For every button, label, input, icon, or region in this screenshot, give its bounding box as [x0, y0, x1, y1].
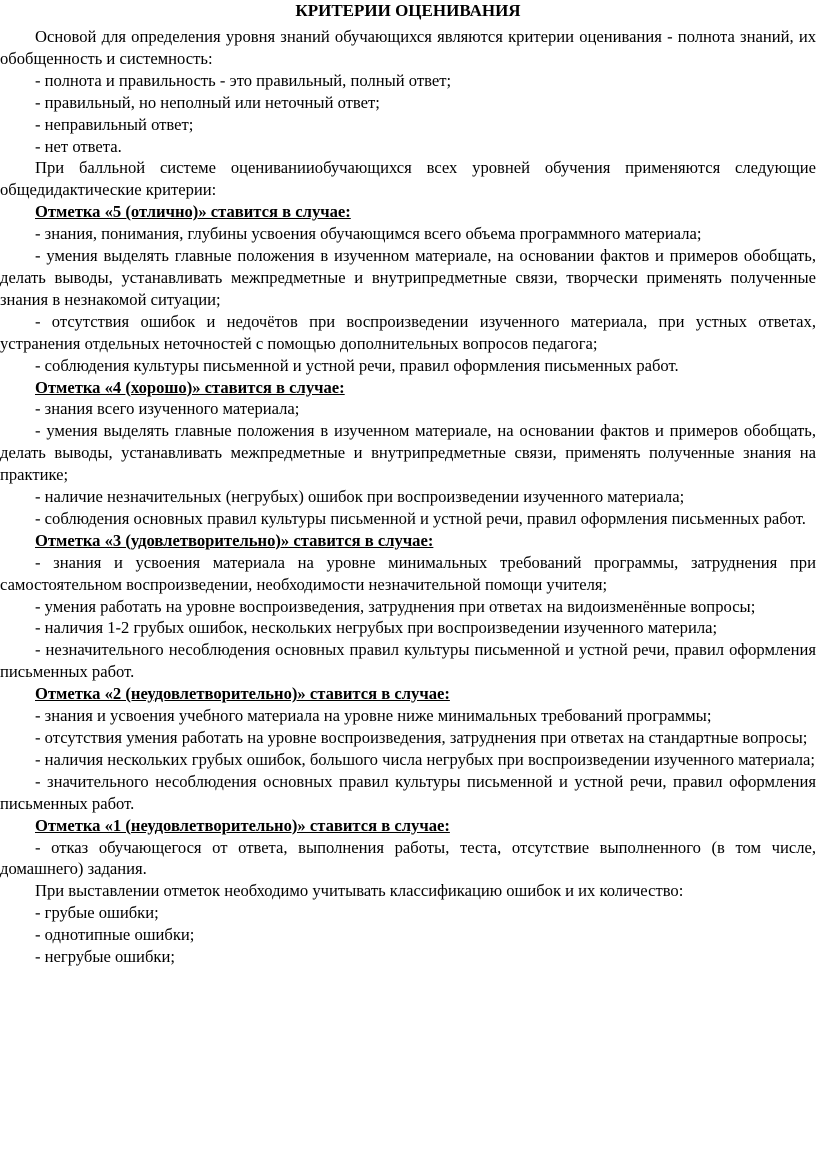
grade4-item: - знания всего изученного материала; [35, 399, 300, 419]
grade4-item: - соблюдения основных правил культуры письменной и устной речи, правил оформления письменных работ. [35, 508, 806, 528]
error-list-item: - грубые ошибки; [35, 903, 159, 923]
grade1-item: - отказ обучающегося от ответа, выполнения работы, теста, отсутствие выполненного (в том числе, домашнего) задания. [0, 837, 816, 879]
grade2-item: - отсутствия умения работать на уровне воспроизведения, затруднения при ответах на стандартные вопросы; [35, 728, 808, 747]
document-body [0, 26, 816, 968]
grade2-item: - наличия нескольких грубых ошибок, большого числа негрубых при воспроизведении изученного материала; [35, 749, 816, 769]
grade3-item: - знания и усвоения материала на уровне минимальных требований программы, затруднения при самостоятельном воспроизведении, необходимости незначительной помощи учителя; [0, 552, 816, 594]
error-list-item: - однотипные ошибки; [35, 925, 195, 945]
intro-list-item: - полнота и правильность - это правильный, полный ответ; [35, 70, 452, 90]
error-list-item: - негрубые ошибки; [35, 947, 175, 967]
grade5-heading: Отметка «5 (отлично)» ставится в случае: [35, 202, 351, 222]
intro-list-item: - нет ответа. [35, 136, 122, 156]
grade5-item: - знания, понимания, глубины усвоения обучающимся всего объема программного материала; [35, 224, 702, 244]
grade1-heading: Отметка «1 (неудовлетворительно)» ставится в случае: [35, 815, 450, 835]
document-title: КРИТЕРИИ ОЦЕНИВАНИЯ [295, 1, 521, 20]
intro-paragraph: Основой для определения уровня знаний обучающихся являются критерии оценивания - полнота знаний, их обобщенность и системность: [0, 27, 816, 68]
grade5-item: - умения выделять главные положения в изученном материале, на основании фактов и примеров обобщать, делать выводы, устанавливать межпредметные и внутрипредметные связи, творчески применять полученные знания в незнакомой ситуации; [0, 246, 816, 309]
grade3-item: - наличия 1-2 грубых ошибок, нескольких негрубых при воспроизведении изученного материла; [35, 618, 718, 638]
grade5-item: - соблюдения культуры письменной и устной речи, правил оформления письменных работ. [35, 355, 679, 375]
grade3-item: - умения работать на уровне воспроизведения, затруднения при ответах на видоизменённые вопросы; [35, 596, 756, 616]
grade4-item: - умения выделять главные положения в изученном материале, на основании фактов и примеров обобщать, делать выводы, устанавливать межпредметные и внутрипредметные связи, применять полученные знания на практике; [0, 421, 816, 485]
grade2-item: - знания и усвоения учебного материала на уровне ниже минимальных требований программы; [35, 706, 712, 726]
grade3-item: - незначительного несоблюдения основных правил культуры письменной и устной речи, правил оформления письменных работ. [0, 640, 816, 682]
intro-list-item: - правильный, но неполный или неточный ответ; [35, 92, 380, 112]
grade5-item: - отсутствия ошибок и недочётов при воспроизведении изученного материала, при устных ответах, устранения отдельных неточностей с помощью дополнительных вопросов педагога; [0, 311, 816, 353]
grade4-heading: Отметка «4 (хорошо)» ставится в случае: [35, 377, 345, 397]
grade2-heading: Отметка «2 (неудовлетворительно)» ставится в случае: [35, 684, 450, 704]
grade4-item: - наличие незначительных (негрубых) ошибок при воспроизведении изученного материала; [35, 487, 685, 507]
intro-list-item: - неправильный ответ; [35, 114, 194, 134]
grade3-heading: Отметка «3 (удовлетворительно)» ставится в случае: [35, 530, 434, 550]
errors-paragraph: При выставлении отметок необходимо учитывать классификацию ошибок и их количество: [35, 881, 684, 901]
system-paragraph: При балльной системе оцениванииобучающихся всех уровней обучения применяются следующие общедидактические критерии: [0, 158, 816, 200]
grade2-item: - значительного несоблюдения основных правил культуры письменной и устной речи, правил оформления письменных работ. [0, 771, 816, 813]
